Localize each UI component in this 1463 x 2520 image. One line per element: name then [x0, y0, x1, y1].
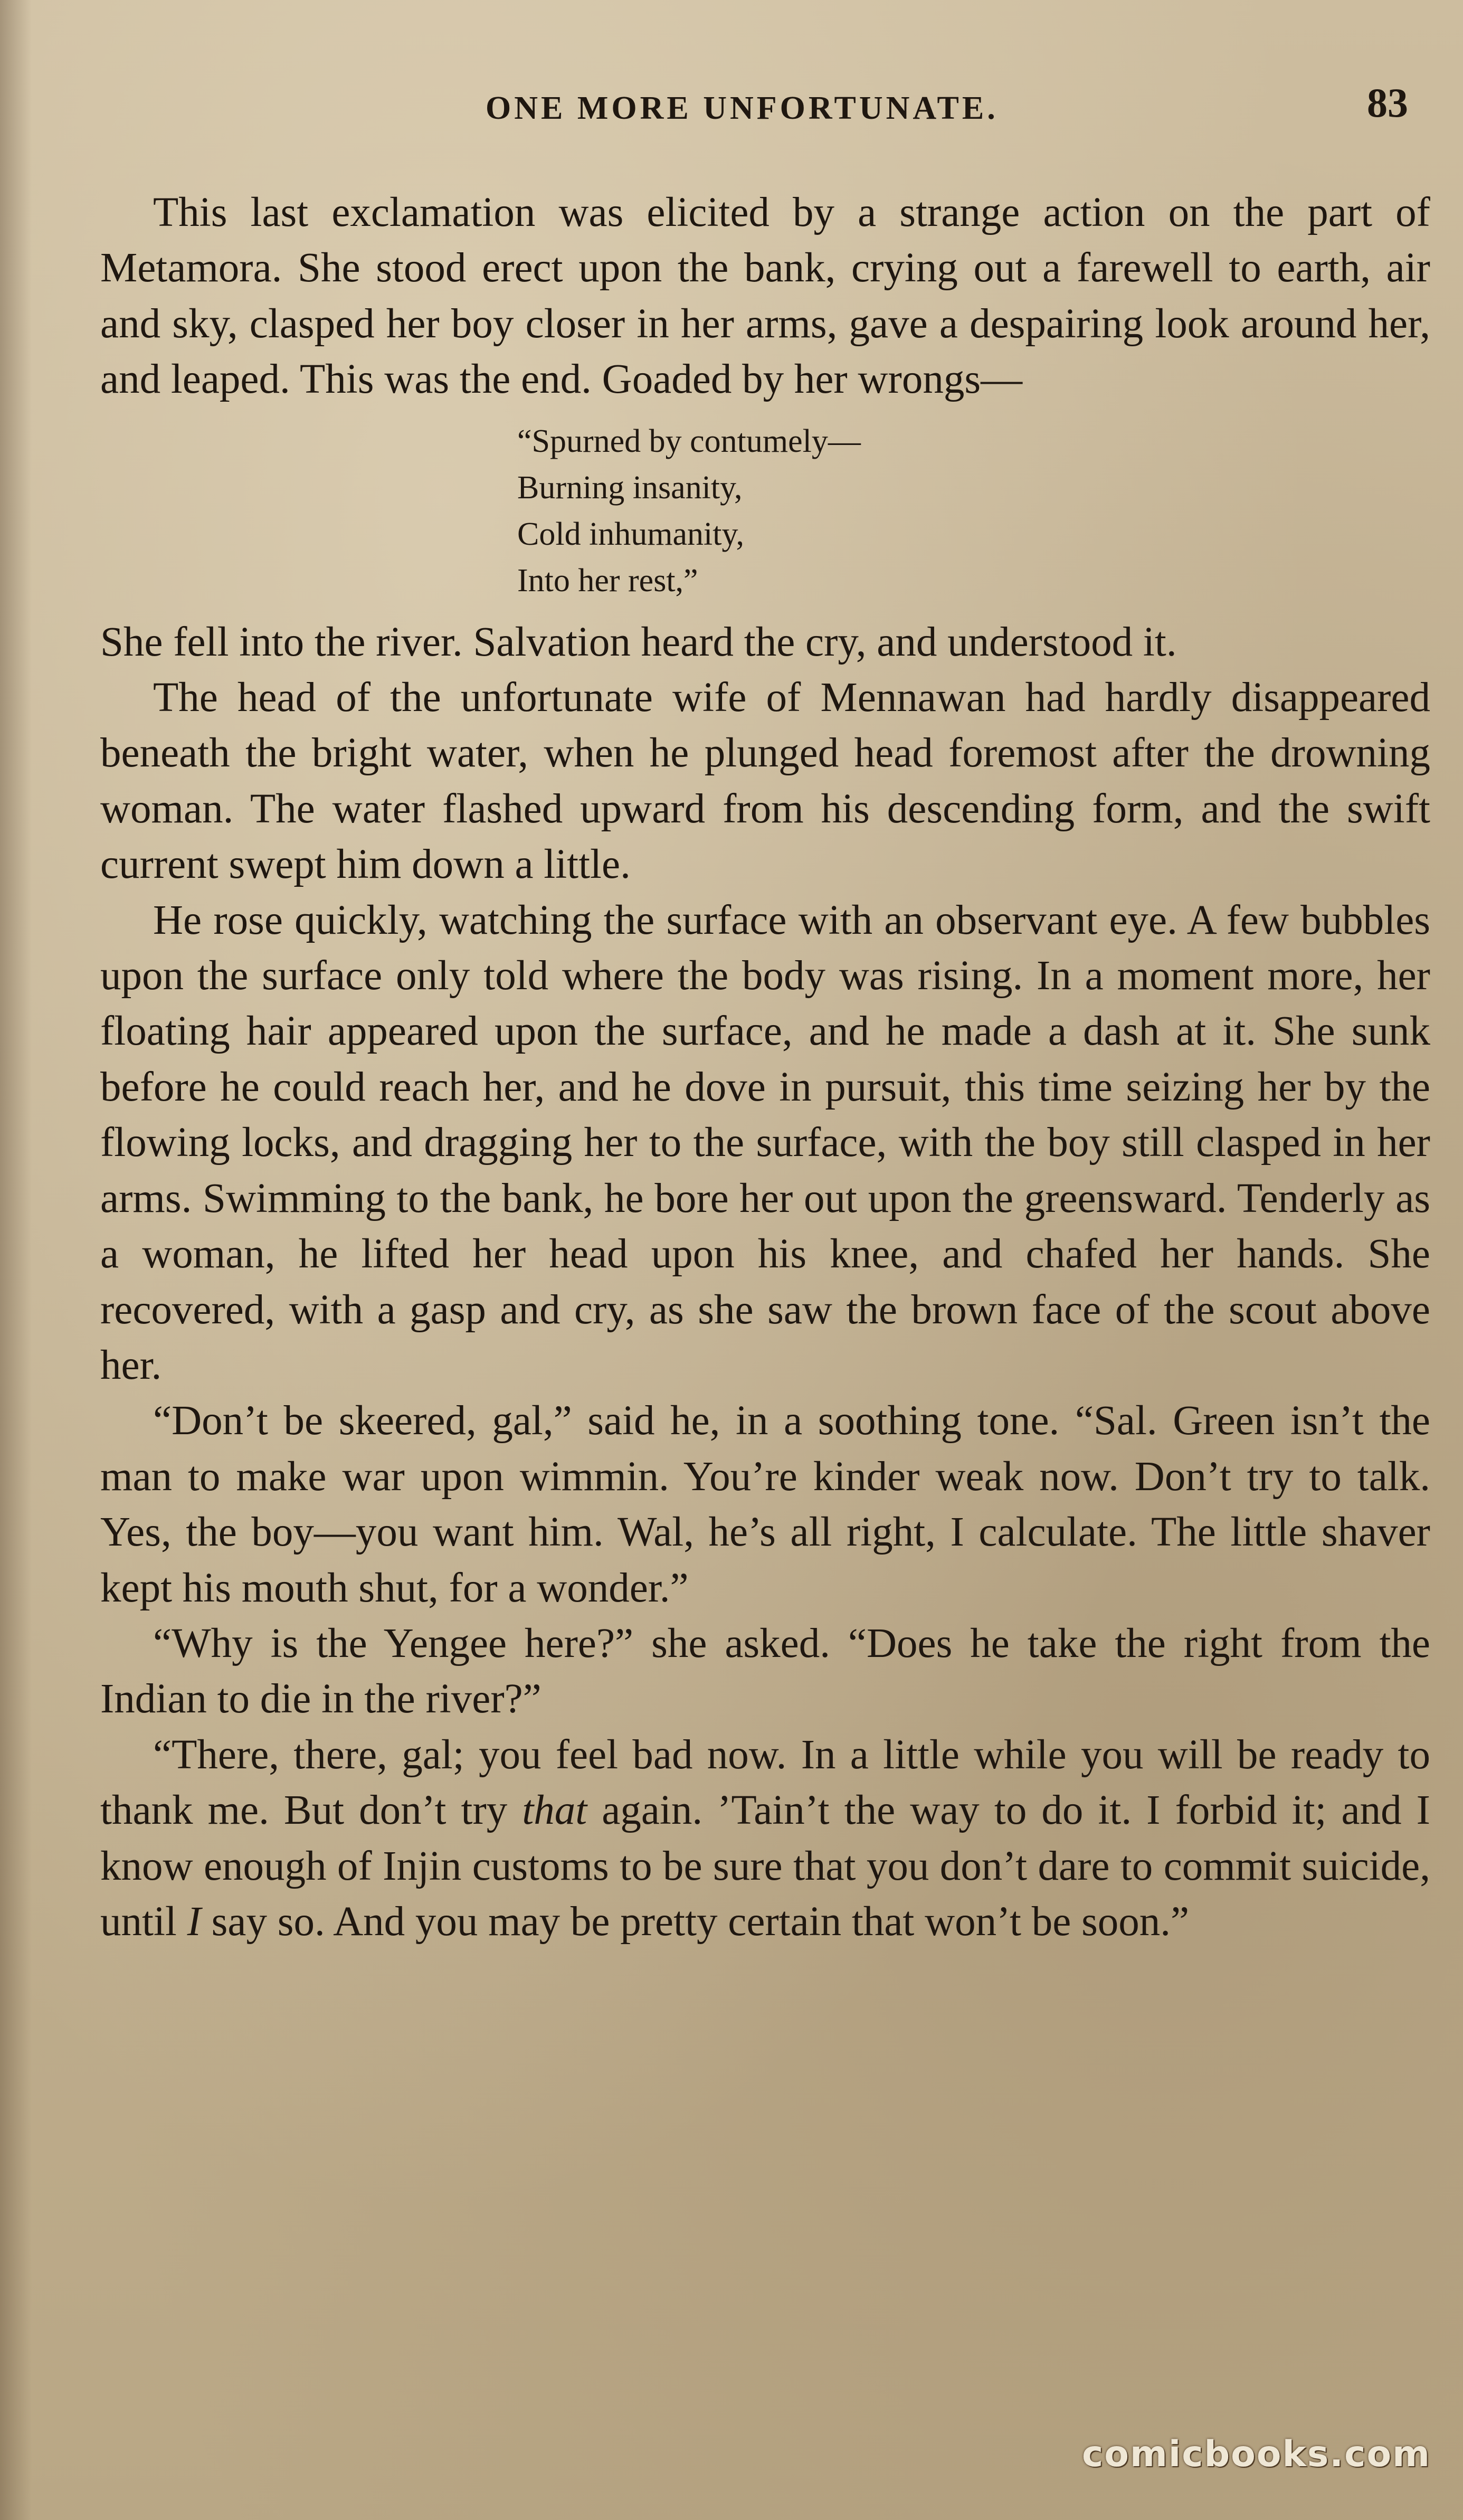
paragraph-7-part-b: again. ’Tain’t the way to do it. I forbid it; and I know enough of Injin customs to be sure that you don’t dare to commit suicide, until [100, 1787, 1430, 1945]
paragraph-7 [100, 1727, 1430, 1950]
page-header [0, 79, 1463, 137]
paragraph-2: She fell into the river. Salvation heard the cry, and understood it. [100, 619, 1177, 665]
paragraph-7-part-c: say so. And you may be pretty certain that won’t be soon.” [201, 1898, 1190, 1945]
body-text [100, 185, 1430, 1949]
poem-quote [517, 418, 1430, 604]
poem-line-3: Cold inhumanity, [517, 516, 744, 552]
paragraph-3: The head of the unfortunate wife of Mennawan had hardly disappeared beneath the bright water, when he plunged head foremost after the drowning woman. The water flashed upward from his descending form, and the swift current swept him down a little. [100, 675, 1430, 888]
paragraph-6: “Why is the Yengee here?” she asked. “Does he take the right from the Indian to die in the river?” [100, 1620, 1430, 1722]
running-head: ONE MORE UNFORTUNATE. [486, 90, 999, 126]
paragraph-4: He rose quickly, watching the surface with an observant eye. A few bubbles upon the surface only told where the body was rising. In a moment more, her floating hair appeared upon the surface, and he made a dash at it. She sunk before he could reach her, and he dove in pursuit, this time seizing her by the flowing locks, and dragging her to the surface, with the boy still clasped in her arms. Swimming to the bank, he bore her out upon the greensward. Tenderly as a woman, he lifted her head upon his knee, and chafed her hands. She recovered, with a gasp and cry, as she saw the brown face of the scout above her. [100, 897, 1430, 1388]
page-gutter-shadow [0, 0, 32, 2520]
paragraph-7-part-a: “There, there, gal; you feel bad now. In a little while you will be ready to thank me. But don’t try [100, 1731, 1430, 1834]
emphasis-that: that [522, 1787, 587, 1834]
paragraph-5: “Don’t be skeered, gal,” said he, in a soothing tone. “Sal. Green isn’t the man to make war upon wimmin. You’re kinder weak now. Don’t try to talk. Yes, the boy—you want him. Wal, he’s all right, I calculate. The little shaver kept his mouth shut, for a wonder.” [100, 1398, 1430, 1611]
watermark-logo: comicbooks.com [1082, 2433, 1431, 2475]
poem-line-4: Into her rest,” [517, 562, 698, 599]
page-number: 83 [1367, 80, 1408, 126]
paragraph-1: This last exclamation was elicited by a strange action on the part of Metamora. She stood erect upon the bank, crying out a farewell to earth, air and sky, clasped her boy closer in her arms, gave a despairing look around her, and leaped. This was the end. Goaded by her wrongs— [100, 190, 1430, 403]
poem-line-1: “Spurned by contumely— [517, 423, 861, 459]
emphasis-i: I [187, 1898, 201, 1945]
poem-line-2: Burning insanity, [517, 469, 743, 506]
